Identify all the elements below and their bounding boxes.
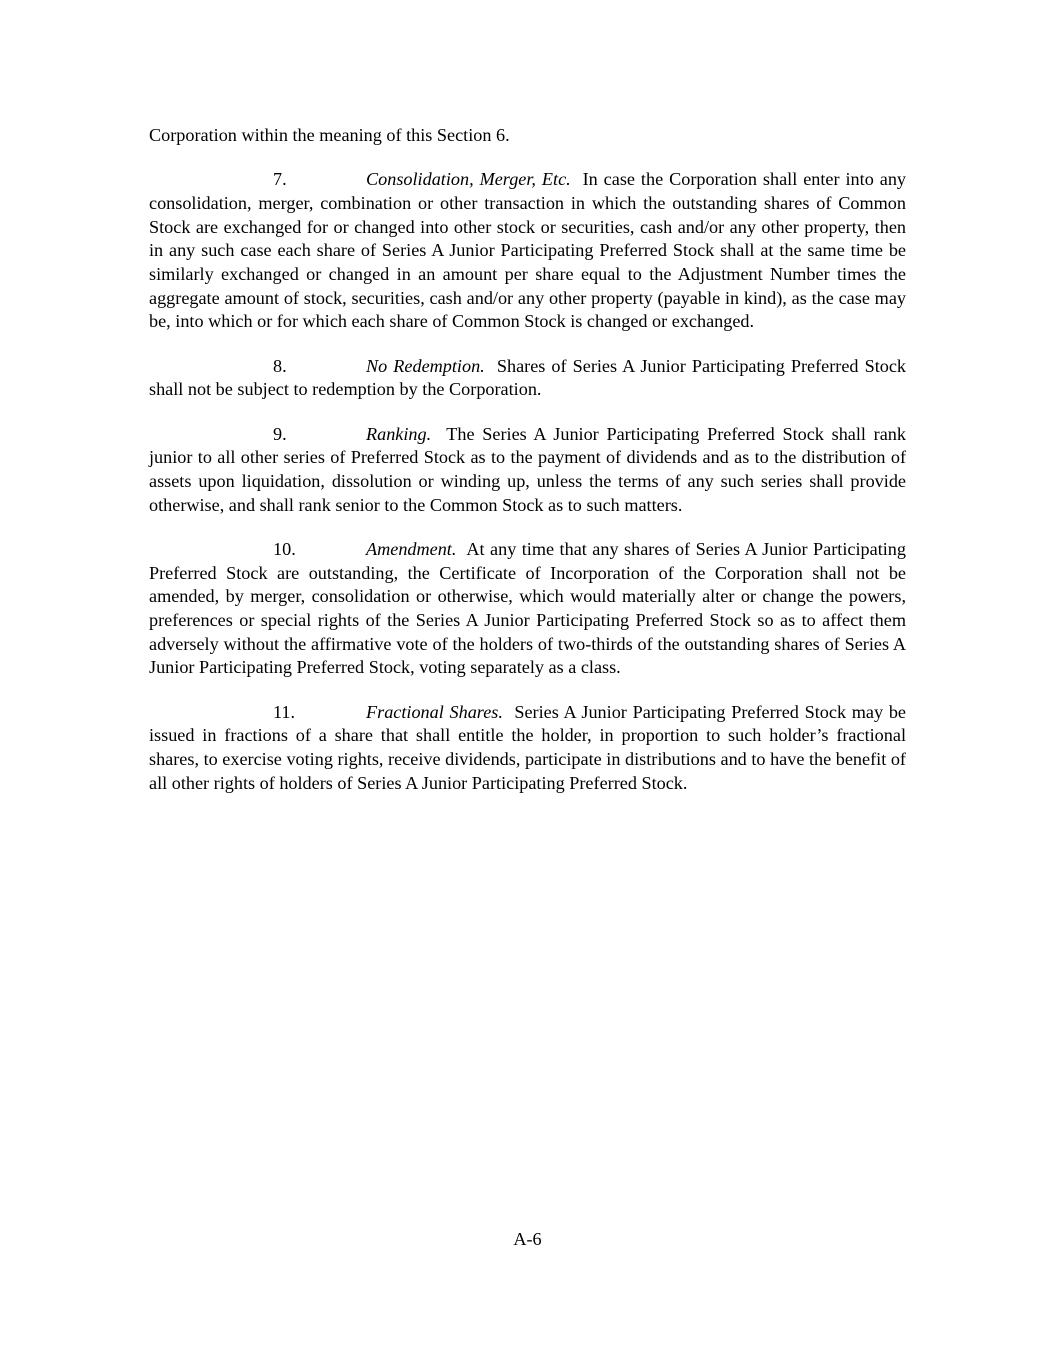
section-7-paragraph xyxy=(149,168,906,334)
section-text: Shares of Series A Junior Participating Preferred Stock shall not be subject to redemption by the Corporation. xyxy=(149,355,907,400)
section-heading: Fractional Shares. xyxy=(366,701,503,722)
section-heading: Amendment. xyxy=(366,538,457,559)
section-number: 7. xyxy=(273,169,287,190)
section-11-paragraph xyxy=(149,701,906,796)
continuation-paragraph: Corporation within the meaning of this Section 6. xyxy=(149,125,510,145)
section-10-paragraph xyxy=(149,538,906,680)
section-heading: Consolidation, Merger, Etc. xyxy=(366,169,571,190)
section-text: Series A Junior Participating Preferred Stock may be issued in fractions of a share that shall entitle the holder, in proportion to such holder’s fractional shares, to exercise voting rights, receive dividends, participate in distributions and to have the benefit of all other rights of holders of Series A Junior Participating Preferred Stock. xyxy=(149,701,906,793)
section-8-paragraph xyxy=(149,355,906,402)
document-body xyxy=(149,124,906,816)
section-number: 8. xyxy=(273,355,287,376)
section-number: 9. xyxy=(273,423,287,444)
section-text: The Series A Junior Participating Preferred Stock shall rank junior to all other series of Preferred Stock as to the payment of dividends and as to the distribution of assets upon liquidation, dissolution or winding up, unless the terms of any such series shall provide otherwise, and shall rank senior to the Common Stock as to such matters. xyxy=(149,423,906,515)
section-heading: No Redemption. xyxy=(366,355,485,376)
section-number: 11. xyxy=(273,701,296,722)
section-text: In case the Corporation shall enter into any consolidation, merger, combination or other transaction in which the outstanding shares of Common Stock are exchanged for or changed into other stock or securities, cash and/or any other property, then in any such case each share of Series A Junior Participating Preferred Stock shall at the same time be similarly exchanged or changed in an amount per share equal to the Adjustment Number times the aggregate amount of stock, securities, cash and/or any other property (payable in kind), as the case may be, into which or for which each share of Common Stock is changed or exchanged. xyxy=(149,169,907,332)
section-text: At any time that any shares of Series A Junior Participating Preferred Stock are outstanding, the Certificate of Incorporation of the Corporation shall not be amended, by merger, consolidation or otherwise, which would materially alter or change the powers, preferences or special rights of the Series A Junior Participating Preferred Stock so as to affect them adversely without the affirmative vote of the holders of two-thirds of the outstanding shares of Series A Junior Participating Preferred Stock, voting separately as a class. xyxy=(149,538,906,678)
section-number: 10. xyxy=(273,538,296,559)
section-heading: Ranking. xyxy=(366,423,432,444)
page-number: A-6 xyxy=(513,1229,542,1249)
section-9-paragraph xyxy=(149,423,906,518)
